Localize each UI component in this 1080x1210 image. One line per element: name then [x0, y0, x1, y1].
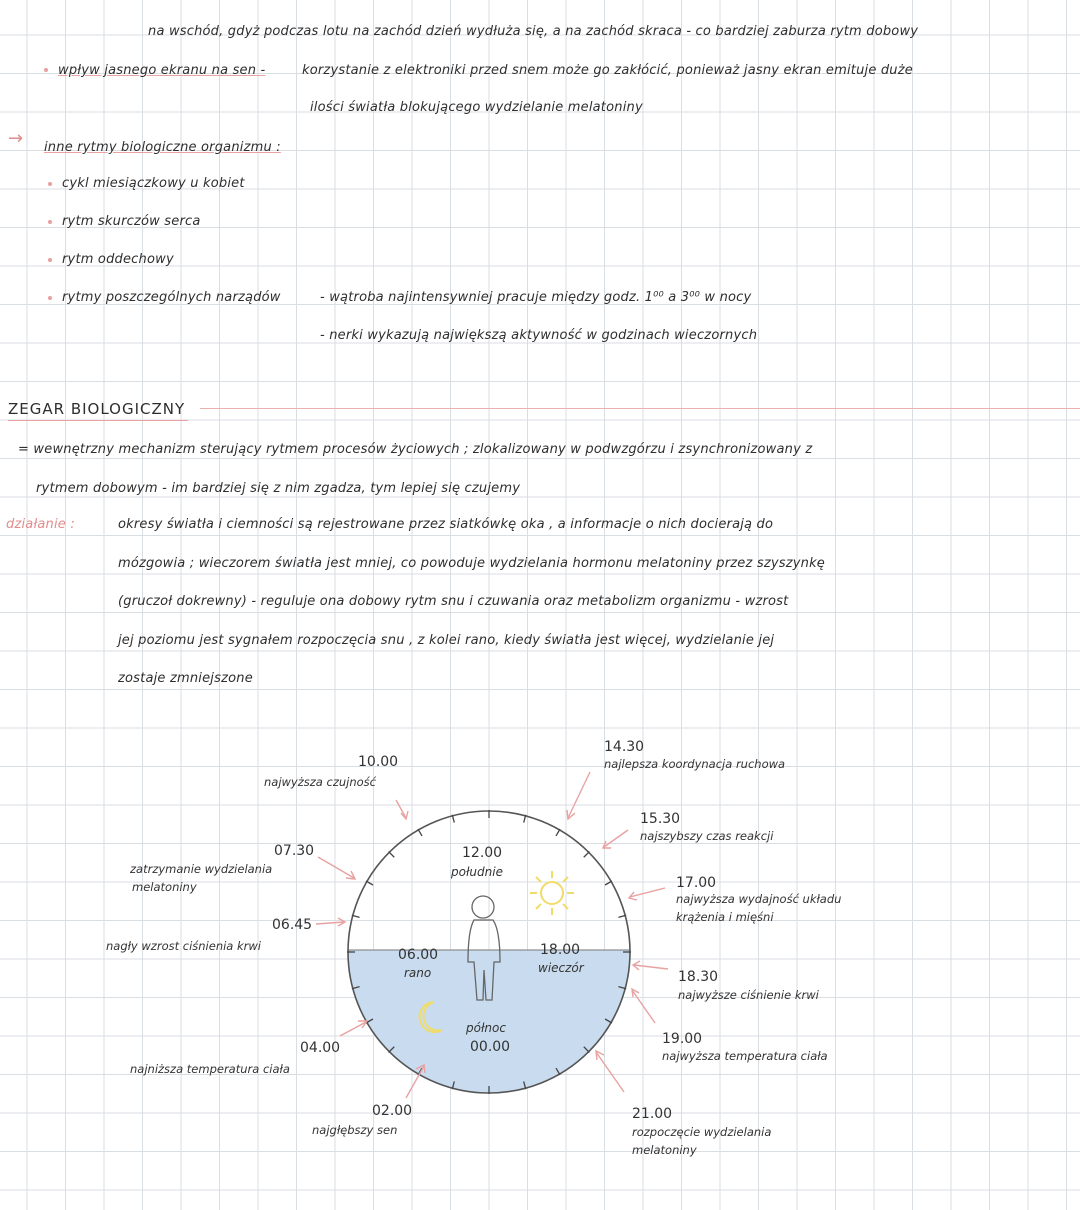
action-line-2: mózgowia ; wieczorem światła jest mniej, co powoduje wydzielania hormonu melatoniny przez szyszynkę	[118, 556, 826, 571]
action-line-1: okresy światła i ciemności są rejestrowane przez siatkówkę oka , a informacje o nich docierają do	[118, 517, 774, 532]
arrow-10-00	[396, 800, 408, 819]
definition-line-1: = wewnętrzny mechanizm sterujący rytmem procesów życiowych ; zlokalizowany w podwzgórzu i zsynchronizowany z	[18, 442, 813, 457]
event-time-07-30: 07.30	[274, 843, 315, 859]
event-time-15-30: 15.30	[640, 811, 681, 827]
organ-liver: - wątroba najintensywniej pracuje między godz. 1⁰⁰ a 3⁰⁰ w nocy	[320, 290, 752, 305]
event-time-18-30: 18.30	[678, 969, 719, 985]
screen-effect-label: wpływ jasnego ekranu na sen -	[58, 63, 266, 78]
event-label-06-45: nagły wzrost ciśnienia krwi	[106, 939, 262, 953]
action-line-3: (gruczoł dokrewny) - reguluje ona dobowy rytm snu i czuwania oraz metabolizm organizmu - wzrost	[118, 594, 789, 609]
event-time-04-00: 04.00	[300, 1040, 341, 1056]
event-time-06-45: 06.45	[272, 917, 313, 933]
midnight-time: 00.00	[470, 1039, 511, 1055]
screen-effect-text: korzystanie z elektroniki przed snem może go zakłócić, ponieważ jasny ekran emituje duże	[302, 63, 913, 78]
title-rule	[200, 408, 1080, 409]
event-label-21-00-line2: melatoniny	[632, 1143, 697, 1157]
arrow-15-30	[603, 830, 628, 848]
bullet-dot	[48, 220, 52, 224]
arrow-17-00	[629, 888, 665, 900]
event-label-18-30: najwyższe ciśnienie krwi	[678, 988, 819, 1002]
event-time-21-00: 21.00	[632, 1106, 673, 1122]
clock-tick	[418, 829, 422, 836]
midnight-label: północ	[466, 1021, 506, 1035]
arrow-19-00	[632, 989, 655, 1023]
arrow-marker-icon: →	[8, 128, 24, 149]
morning-label: rano	[404, 966, 432, 980]
arrow-04-00	[340, 1021, 367, 1036]
organ-kidneys: - nerki wykazują największą aktywność w godzinach wieczornych	[320, 328, 758, 343]
clock-tick	[584, 852, 590, 858]
event-time-17-00: 17.00	[676, 875, 717, 891]
arrow-06-45	[316, 918, 345, 926]
event-label-10-00: najwyższa czujność	[264, 775, 376, 789]
intro-line-1: na wschód, gdyż podczas lotu na zachód dzień wydłuża się, a na zachód skraca - co bardziej zaburza rytm dobowy	[148, 24, 919, 39]
morning-time: 06.00	[398, 947, 439, 963]
screen-effect-text-2: ilości światła blokującego wydzielanie melatoniny	[310, 100, 643, 115]
event-label-04-00: najniższa temperatura ciała	[130, 1062, 290, 1076]
noon-time: 12.00	[462, 845, 503, 861]
biological-clock-diagram	[0, 700, 1080, 1210]
clock-tick	[605, 881, 612, 885]
event-label-07-30: zatrzymanie wydzielania	[130, 862, 273, 876]
evening-label: wieczór	[538, 961, 584, 975]
bullet-dot	[48, 258, 52, 262]
bullet-dot	[44, 68, 48, 72]
section-title: ZEGAR BIOLOGICZNY	[8, 400, 186, 418]
arrow-07-30	[318, 857, 355, 879]
arrow-18-30	[633, 961, 668, 970]
action-label: działanie :	[6, 517, 75, 532]
event-label-07-30-line2: melatoniny	[132, 880, 197, 894]
noon-label: południe	[451, 865, 503, 879]
event-time-14-30: 14.30	[604, 739, 645, 755]
rhythm-item-heart: rytm skurczów serca	[62, 214, 201, 229]
arrow-14-30	[567, 772, 590, 819]
event-time-19-00: 19.00	[662, 1031, 703, 1047]
event-time-02-00: 02.00	[372, 1103, 413, 1119]
rhythm-item-breathing: rytm oddechowy	[62, 252, 174, 267]
event-label-19-00: najwyższa temperatura ciała	[662, 1049, 828, 1063]
clock-tick	[366, 881, 373, 885]
event-label-17-00-line2: krążenia i mięśni	[676, 910, 774, 924]
sun-icon	[530, 871, 574, 915]
event-label-15-30: najszybszy czas reakcji	[640, 829, 774, 843]
definition-line-2: rytmem dobowym - im bardziej się z nim zgadza, tym lepiej się czujemy	[36, 481, 521, 496]
title-underline	[8, 420, 188, 421]
event-label-14-30: najlepsza koordynacja ruchowa	[604, 757, 786, 771]
clock-tick	[389, 852, 395, 858]
rhythm-item-organs: rytmy poszczególnych narządów	[62, 290, 281, 305]
rhythm-item-menstrual: cykl miesiączkowy u kobiet	[62, 176, 245, 191]
arrow-21-00	[596, 1051, 624, 1092]
event-label-17-00: najwyższa wydajność układu	[676, 892, 842, 906]
bullet-dot	[48, 182, 52, 186]
evening-time: 18.00	[540, 942, 581, 958]
event-time-10-00: 10.00	[358, 754, 399, 770]
action-line-5: zostaje zmniejszone	[118, 671, 253, 686]
other-rhythms-heading: inne rytmy biologiczne organizmu :	[44, 140, 281, 155]
clock-tick	[556, 829, 560, 836]
action-line-4: jej poziomu jest sygnałem rozpoczęcia snu , z kolei rano, kiedy światła jest więcej, wydzielanie jej	[118, 633, 775, 648]
event-label-21-00: rozpoczęcie wydzielania	[632, 1125, 772, 1139]
event-label-02-00: najgłębszy sen	[312, 1123, 398, 1137]
bullet-dot	[48, 296, 52, 300]
